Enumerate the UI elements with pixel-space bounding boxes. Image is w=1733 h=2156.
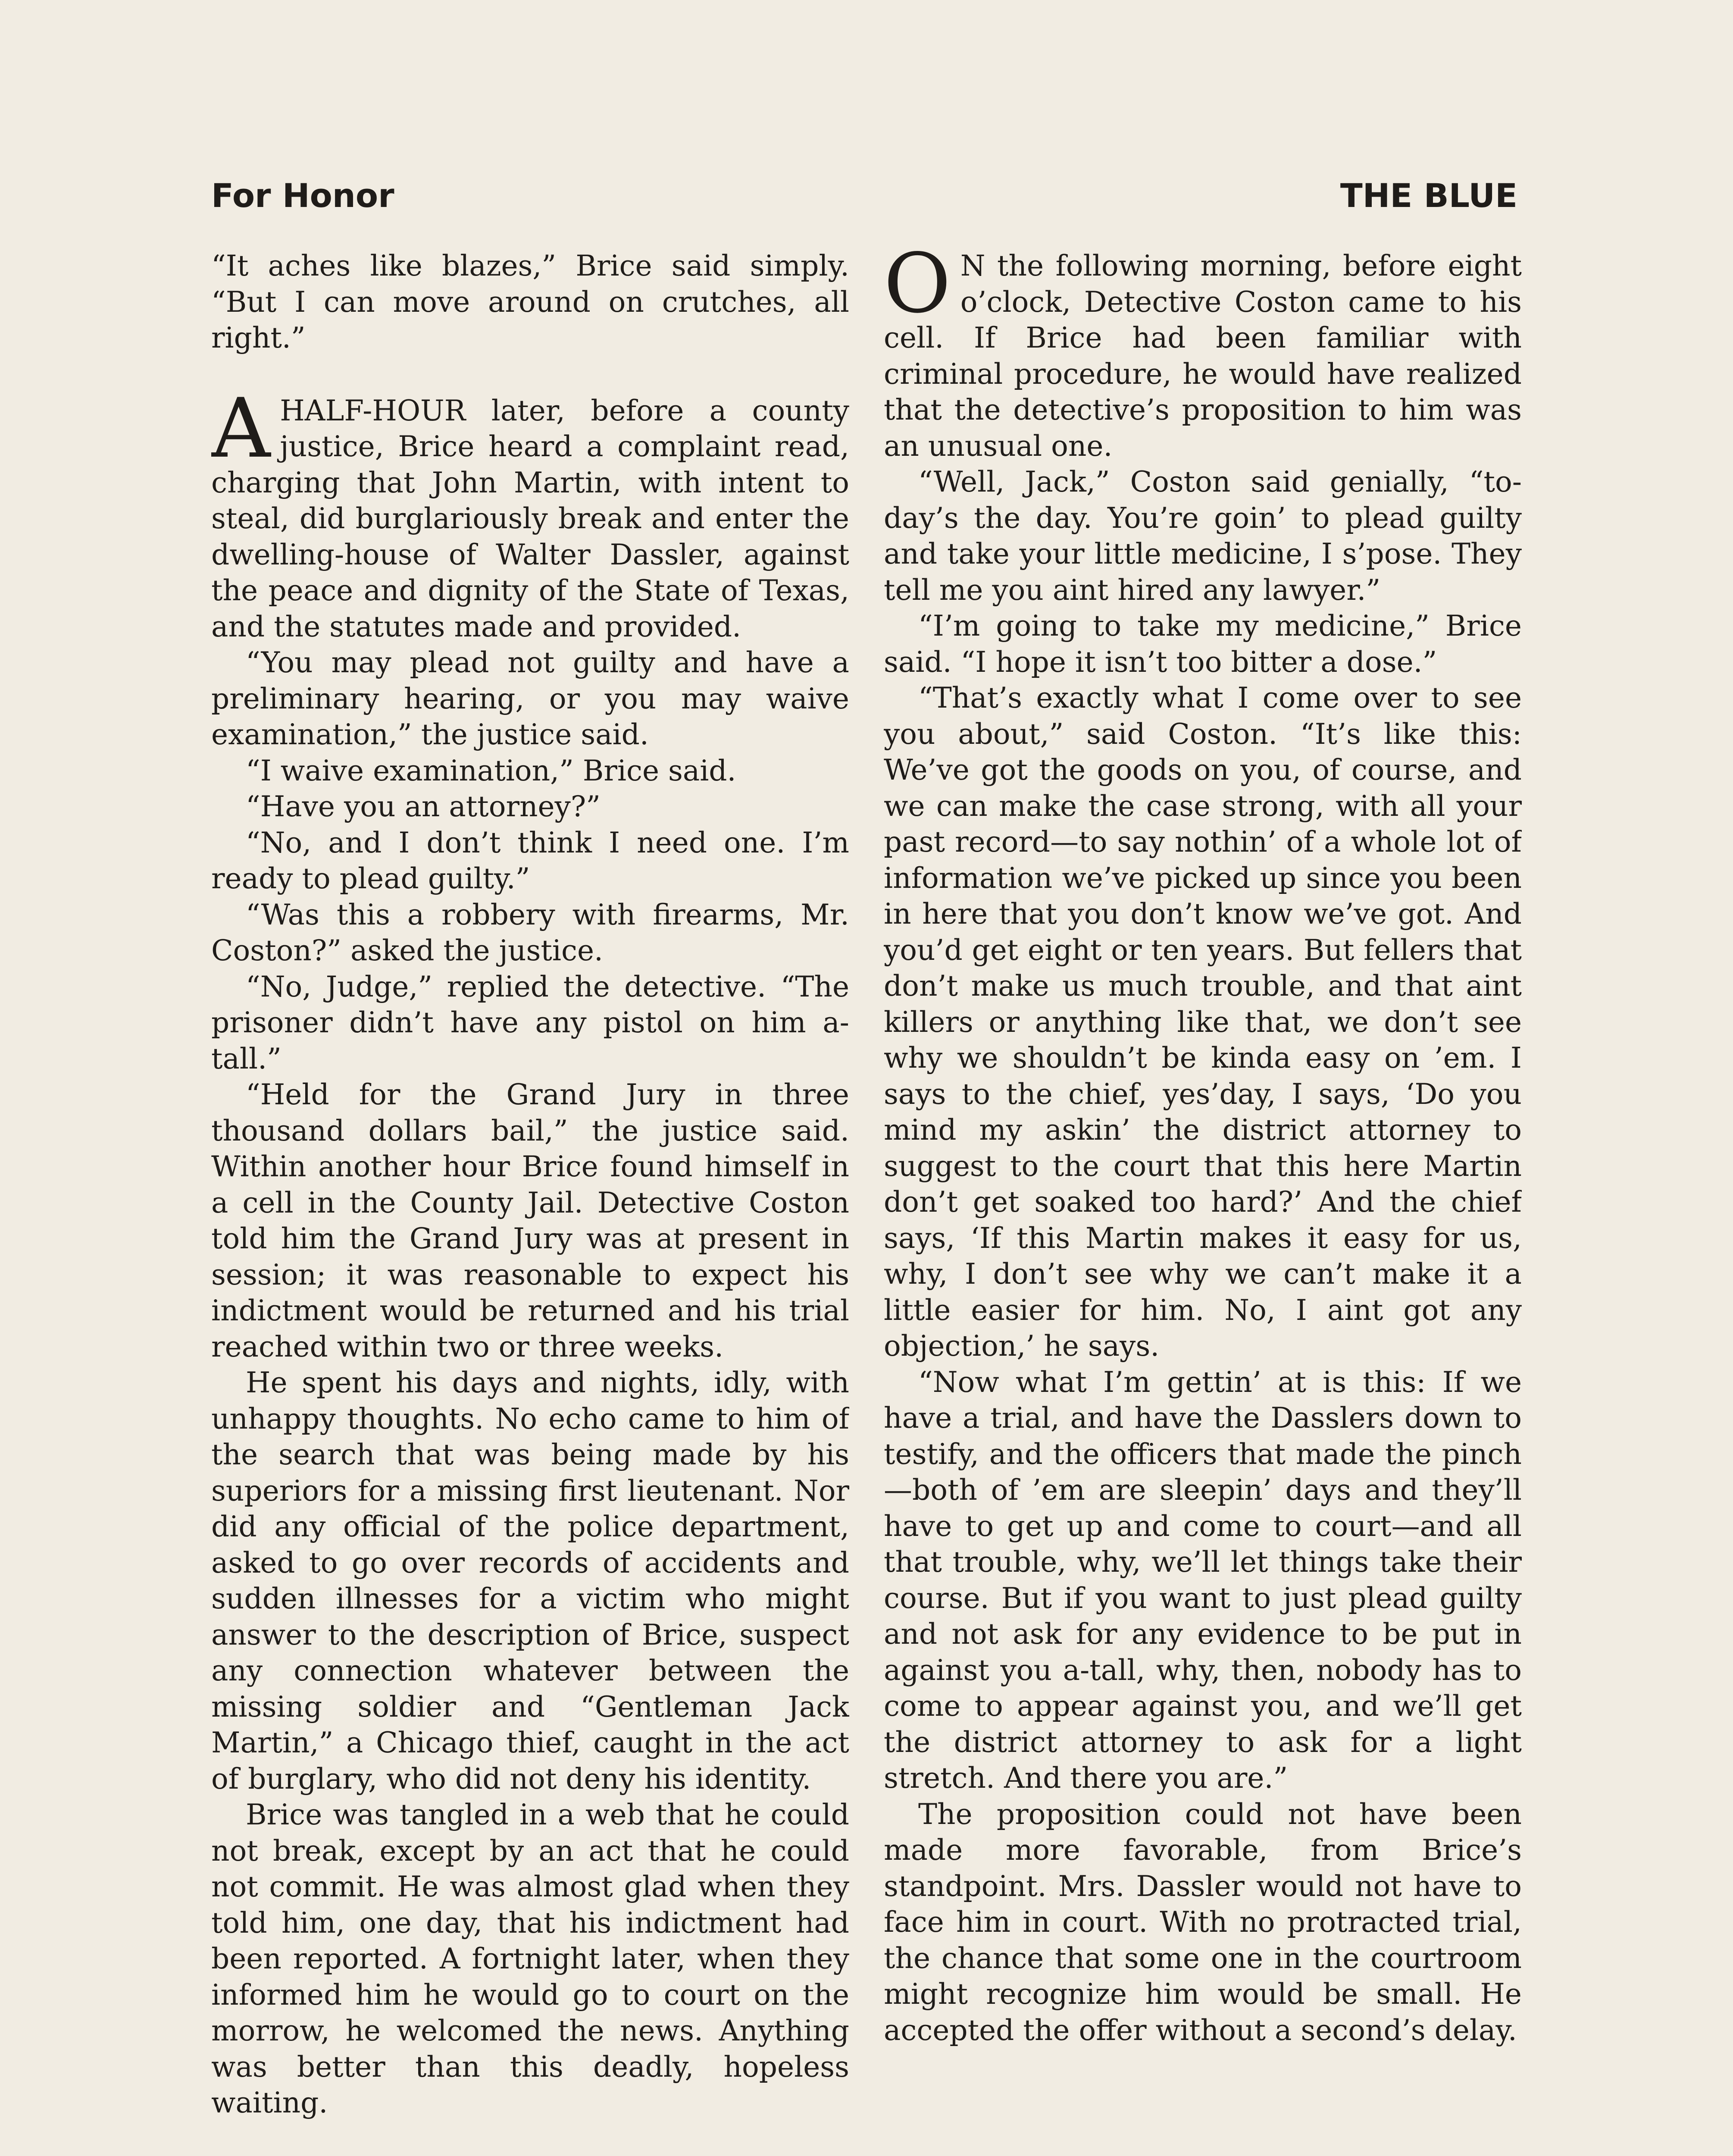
paragraph: “That’s exactly what I come over to see you about,” said Coston. “It’s like this: We’ve got the goods on you, of course, and we can make the case strong, with all your past record—to say nothin’ of a whole lot of information we’ve picked up since you been in here that you don’t know we’ve got. And you’d get eight or ten years. But fellers that don’t make us much trouble, and that aint killers or anything like that, we don’t see why we shouldn’t be kinda easy on ’em. I says to the chief, yes’day, I says, ‘Do you mind my askin’ the district attorney to suggest to the court that this here Martin don’t get soaked too hard?’ And the chief says, ‘If this Martin makes it easy for us, why, I don’t see why we can’t make it a little easier for him. No, I aint got any objection,’ he says. [884,681,1522,1363]
paragraph: “No, and I don’t think I need one. I’m ready to plead guilty.” [211,826,849,895]
paragraph: “Well, Jack,” Coston said genially, “to-day’s the day. You’re goin’ to plead guilty and take your little medicine, I s’pose. They tell me you aint hired any lawyer.” [884,465,1522,607]
text-columns [211,248,1522,2156]
paragraph: Brice was tangled in a web that he could not break, except by an act that he could not commit. He was almost glad when they told him, one day, that his indictment had been reported. A fortnight later, when they informed him he would go to court on the morrow, he welcomed the news. Anything was better than this deadly, hopeless waiting. [211,1798,849,2119]
paragraph-text: HALF-HOUR later, before a county justice, Brice heard a complaint read, charging that John Martin, with intent to steal, did burglariously break and enter the dwelling-house of Walter Dassler, against the peace and dignity of the State of Texas, and the statutes made and provided. [211,394,849,643]
drop-cap-a: A [211,380,271,476]
section-start-paragraph [211,380,849,645]
paragraph: “No, Judge,” replied the detective. “The prisoner didn’t have any pistol on him a-tall.” [211,970,849,1075]
paragraph: “You may plead not guilty and have a preliminary hearing, or you may waive examination,” the justice said. [211,646,849,751]
paragraph: “Now what I’m gettin’ at is this: If we have a trial, and have the Dasslers down to testify, and the officers that made the pinch—both of ’em are sleepin’ days and they’ll have to get up and come to court—and all that trouble, why, we’ll let things take their course. But if you want to just plead guilty and not ask for any evidence to be put in against you a-tall, why, then, nobody has to come to appear against you, and we’ll get the district attorney to ask for a light stretch. And there you are.” [884,1365,1522,1795]
paragraph: He spent his days and nights, idly, with unhappy thoughts. No echo came to him of the search that was being made by his superiors for a missing first lieutenant. Nor did any official of the police department, asked to go over records of accidents and sudden illnesses for a victim who might answer to the description of Brice, suspect any connection whatever between the missing soldier and “Gentleman Jack Martin,” a Chicago thief, caught in the act of burglary, who did not deny his identity. [211,1366,849,1796]
paragraph: The proposition could not have been made more favorable, from Brice’s standpoint. Mrs. Dassler would not have to face him in court. With no protracted trial, the chance that some one in the courtroom might recognize him would be small. He accepted the offer without a second’s delay. [884,1797,1522,2047]
paragraph: “Held for the Grand Jury in three thousand dollars bail,” the justice said. Within another hour Brice found himself in a cell in the County Jail. Detective Coston told him the Grand Jury was at present in session; it was reasonable to expect his indictment would be returned and his trial reached within two or three weeks. [211,1078,849,1363]
running-head [211,167,1517,215]
paragraph: “Have you an attorney?” [246,790,601,823]
paragraph: “It aches like blazes,” Brice said simply. “But I can move around on crutches, all right.” [211,249,849,354]
paragraph-text: N the following morning, before eight o’clock, Detective Coston came to his cell. If Brice had been familiar with criminal procedure, he would have realized that the detective’s proposition to him was an unusual one. [884,249,1522,463]
paragraph: “I’m going to take my medicine,” Brice said. “I hope it isn’t too bitter a dose.” [884,609,1522,679]
section-start-paragraph [884,248,1522,464]
drop-cap-o: O [884,248,951,331]
right-column [884,248,1522,2156]
paragraph: “Was this a robbery with firearms, Mr. Coston?” asked the justice. [211,898,849,967]
story-title: For Honor [211,176,394,215]
left-column [211,248,849,2156]
magazine-title: THE BLUE [1340,176,1517,215]
paragraph: “I waive examination,” Brice said. [246,754,736,787]
